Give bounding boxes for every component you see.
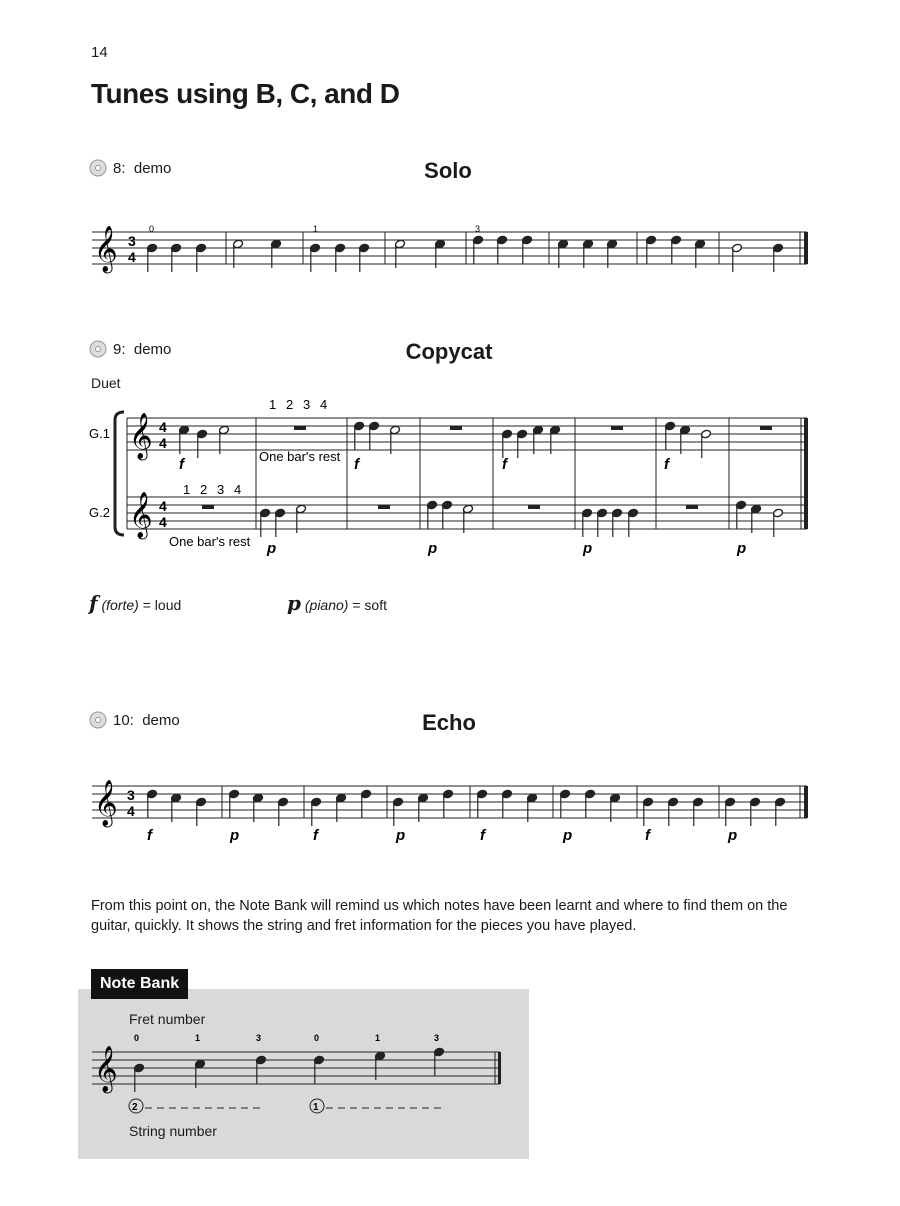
svg-text:p: p [563,827,573,844]
piece-title-copycat: Copycat [405,339,493,364]
forte-meaning: = loud [142,597,182,613]
svg-text:4: 4 [159,498,167,514]
quarter-note [134,1063,145,1092]
svg-text:f: f [645,827,650,844]
svg-text:p: p [728,827,738,844]
svg-text:2: 2 [286,397,294,412]
rest-label: One bar's rest [259,449,341,464]
svg-text:2: 2 [200,482,208,497]
svg-text:3: 3 [303,397,311,412]
treble-clef-icon: 𝄞 [129,493,153,537]
note-bank-intro: From this point on, the Note Bank will remind us which notes have been learnt and where to find them on the guitar, quickly. It shows the string and fret information for the pieces you have played. [91,898,788,934]
svg-text:3: 3 [217,482,225,497]
piano-meaning: = soft [352,597,387,613]
svg-text:p: p [267,540,277,557]
svg-text:4: 4 [159,435,167,451]
treble-clef-icon: 𝄞 [94,781,118,825]
demo-label: demo [133,159,172,177]
quarter-note [434,1047,445,1076]
svg-text:1: 1 [183,482,191,497]
svg-text:f: f [664,456,669,473]
svg-text:f: f [179,456,184,473]
note-bank-notes [134,1047,445,1092]
svg-text:1: 1 [375,1033,381,1043]
track-number: 9: [113,340,126,358]
svg-text:1: 1 [269,397,277,412]
quarter-note [256,1055,267,1084]
svg-text:4: 4 [127,803,135,819]
svg-text:p: p [583,540,593,557]
svg-text:f: f [354,456,359,473]
treble-clef-icon: 𝄞 [94,227,118,271]
svg-text:3: 3 [256,1033,262,1043]
svg-text:p: p [396,827,406,844]
string-number-label: String number [129,1123,217,1139]
svg-text:p: p [230,827,240,844]
svg-text:p: p [737,540,747,557]
svg-text:0: 0 [314,1033,320,1043]
piece-title-echo: Echo [422,710,476,735]
treble-clef-icon: 𝄞 [94,1047,118,1091]
svg-text:1: 1 [313,1102,319,1113]
page-title: Tunes using B, C, and D [91,78,400,109]
svg-text:0: 0 [134,1033,140,1043]
note-bank-heading: Note Bank [91,969,188,999]
quarter-note [314,1055,325,1084]
piece-title-solo: Solo [424,158,472,183]
svg-text:f: f [502,456,507,473]
track-number: 10: [113,711,134,729]
part-label-g2: G.2 [89,505,110,520]
svg-text:p: p [428,540,438,557]
svg-text:4: 4 [234,482,242,497]
demo-label: demo [133,340,172,358]
time-sig-bottom: 4 [128,249,136,265]
piano-term: (piano) [304,597,349,613]
page-number: 14 [91,44,108,61]
fret-number: 1 [313,224,319,234]
duet-label: Duet [91,375,121,391]
fret-number-label: Fret number [129,1011,206,1027]
treble-clef-icon: 𝄞 [129,414,153,458]
forte-term: (forte) [101,597,139,613]
demo-label: demo [142,711,180,729]
part-label-g1: G.1 [89,426,110,441]
time-sig-top: 3 [128,233,136,249]
fret-number: 0 [149,224,155,234]
forte-symbol: f [89,591,98,615]
svg-text:1: 1 [195,1033,201,1043]
piano-symbol: p [287,591,301,615]
svg-text:f: f [147,827,152,844]
fret-number: 3 [475,224,481,234]
rest-label: One bar's rest [169,534,251,549]
svg-text:4: 4 [159,514,167,530]
svg-text:4: 4 [320,397,328,412]
svg-text:2: 2 [132,1102,138,1113]
svg-text:f: f [480,827,485,844]
track-number: 8: [113,159,126,177]
svg-text:3: 3 [434,1033,440,1043]
svg-text:f: f [313,827,318,844]
svg-text:4: 4 [159,419,167,435]
svg-text:3: 3 [127,787,135,803]
